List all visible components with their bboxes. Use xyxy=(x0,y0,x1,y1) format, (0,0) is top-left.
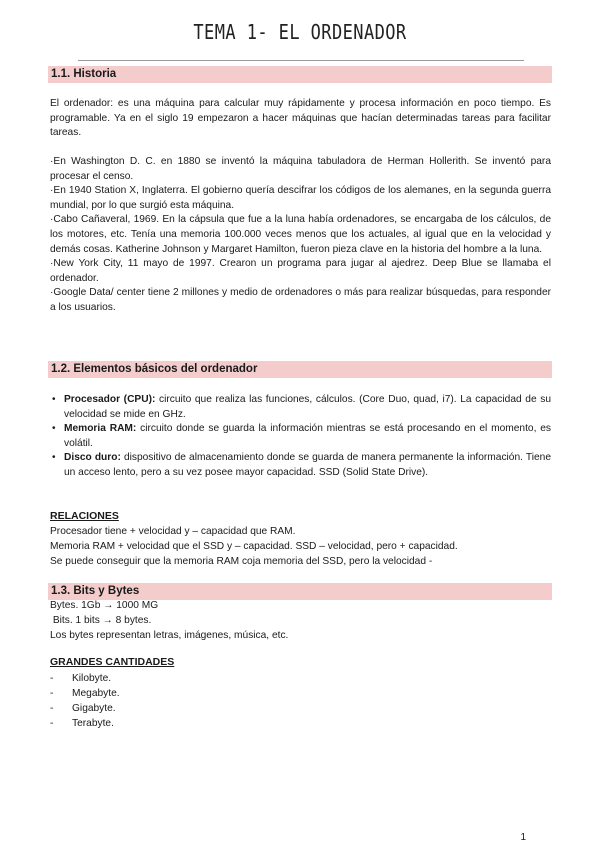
relacion-line: Memoria RAM + velocidad que el SSD y – capacidad. SSD – velocidad, pero + capacidad. xyxy=(50,541,458,552)
historia-event: ·Google Data/ center tiene 2 millones y medio de ordenadores o más para realizar búsquedas, para responder a los usuarios. xyxy=(50,287,551,313)
bullet-icon: • xyxy=(52,394,56,405)
dash-icon: - xyxy=(50,673,54,684)
term-label: Procesador (CPU): xyxy=(64,394,156,405)
dash-icon: - xyxy=(50,688,54,699)
term-description: circuito que realiza las funciones, cálculos. (Core Duo, quad, i7). La capacidad de su velocidad se mide en GHz. xyxy=(64,394,551,420)
relacion-line: Se puede conseguir que la memoria RAM coja memoria del SSD, pero la velocidad - xyxy=(50,556,433,567)
elementos-list xyxy=(50,393,551,481)
term-description: dispositivo de almacenamiento donde se guarda de manera permanente la información. Tiene un acceso lento, pero a su vez posee mayor capacidad. SSD (Solid State Drive). xyxy=(64,452,551,478)
list-item xyxy=(50,716,120,731)
bits-line: Bits. 1 bits → 8 bytes. xyxy=(50,615,152,626)
unit-label: Kilobyte. xyxy=(72,673,112,684)
unit-label: Megabyte. xyxy=(72,688,120,699)
section-heading-historia: 1.1. Historia xyxy=(48,66,552,83)
historia-event: ·En Washington D. C. en 1880 se inventó la máquina tabuladora de Herman Hollerith. Se inventó para procesar el censo. xyxy=(50,156,551,182)
unit-label: Gigabyte. xyxy=(72,703,116,714)
unit-label: Terabyte. xyxy=(72,718,114,729)
relaciones-heading: RELACIONES xyxy=(50,510,119,522)
term-description: circuito donde se guarda la información mientras se está procesando en el momento, es volátil. xyxy=(64,423,551,449)
list-item xyxy=(50,671,120,686)
bits-line: Los bytes representan letras, imágenes, música, etc. xyxy=(50,630,289,641)
historia-events xyxy=(50,155,551,316)
dash-icon: - xyxy=(50,718,54,729)
historia-event: ·New York City, 11 mayo de 1997. Crearon un programa para jugar al ajedrez. Deep Blue se llamaba el ordenador. xyxy=(50,258,551,284)
title-divider xyxy=(78,60,524,61)
term-label: Disco duro: xyxy=(64,452,121,464)
grandes-heading: GRANDES CANTIDADES xyxy=(50,656,175,668)
historia-intro: El ordenador: es una máquina para calcular muy rápidamente y procesa información en poco tiempo. Es programable. Ya en el siglo 19 empezaron a hacer máquinas que hacían determinadas tareas para facilitar tareas. xyxy=(50,98,551,139)
historia-event: ·Cabo Cañaveral, 1969. En la cápsula que fue a la luna había ordenadores, se encargaba de los cálculos, de los motores, etc. Tenía una memoria 100.000 veces menos que los actuales, al igual que en la velocidad y demás cosas. Katherine Johnson y Margaret Hamilton, fueron pieza clave en la historia del hombre a la luna. xyxy=(50,214,551,255)
grandes-list xyxy=(50,671,120,731)
page-number: 1 xyxy=(520,832,526,843)
list-item xyxy=(50,701,120,716)
term-label: Memoria RAM: xyxy=(64,423,137,435)
list-item xyxy=(50,393,551,422)
section-heading-elementos: 1.2. Elementos básicos del ordenador xyxy=(48,361,552,378)
bullet-icon: • xyxy=(52,423,56,435)
list-item xyxy=(50,686,120,701)
historia-event: ·En 1940 Station X, Inglaterra. El gobierno quería descifrar los códigos de los alemanes, en la segunda guerra mundial, por lo que surgió esta máquina. xyxy=(50,185,551,211)
list-item xyxy=(50,422,551,451)
list-item xyxy=(50,451,551,480)
bullet-icon: • xyxy=(52,452,56,464)
dash-icon: - xyxy=(50,703,54,714)
relaciones-block xyxy=(50,524,458,569)
page-title: TEMA 1- EL ORDENADOR xyxy=(193,20,407,44)
section-heading-bits: 1.3. Bits y Bytes xyxy=(48,583,552,600)
relacion-line: Procesador tiene + velocidad y – capacidad que RAM. xyxy=(50,526,296,537)
bits-block xyxy=(50,598,288,643)
bits-line: Bytes. 1Gb → 1000 MG xyxy=(50,600,159,611)
